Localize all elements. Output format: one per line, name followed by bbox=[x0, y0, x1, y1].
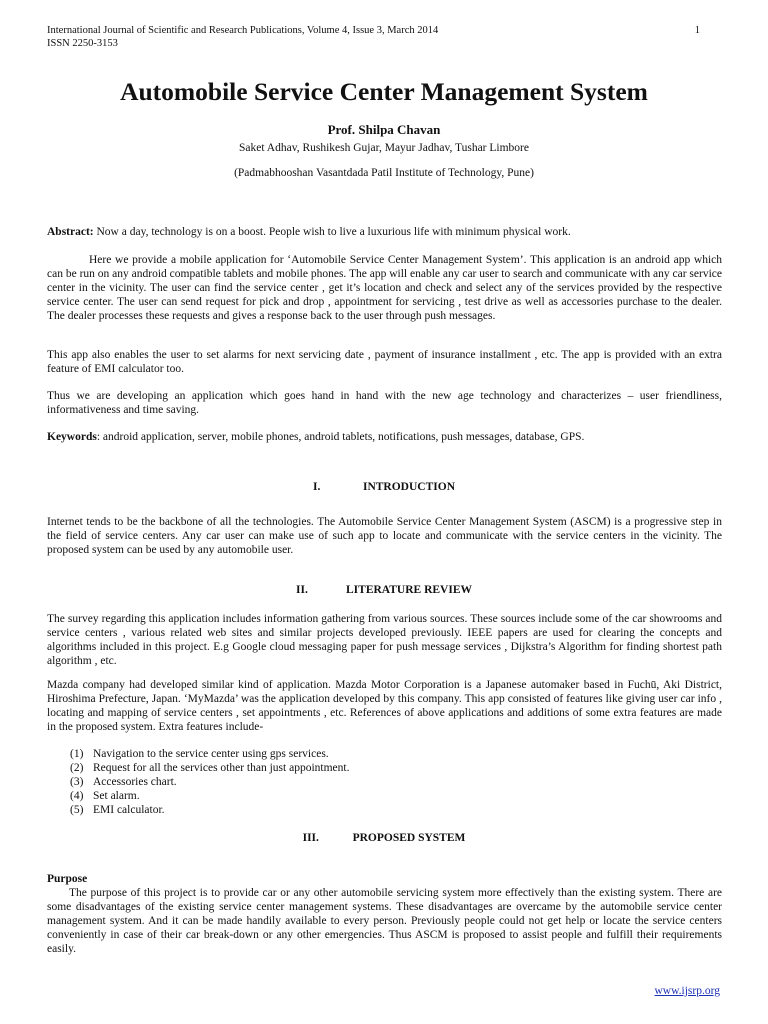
literature-paragraph-1: The survey regarding this application includes information gathering from various sources. These sources include some of the car showrooms and service centers , various related web sites and similar projects developed previously. IEEE papers are used for clearing the concepts and algorithms included in this project. E.g Google cloud messaging paper for push message services , Dijkstra’s Algorithm for finding shortest path algorithm , etc. bbox=[47, 613, 722, 667]
running-header bbox=[47, 25, 438, 50]
page-number: 1 bbox=[694, 25, 700, 36]
author: Prof. Shilpa Chavan bbox=[327, 122, 441, 137]
journal-name: International Journal of Scientific and Research Publications, Volume 4, Issue 3, March 2014 bbox=[47, 25, 439, 36]
list-item: (3) Accessories chart. bbox=[70, 776, 177, 788]
issn: ISSN 2250-3153 bbox=[47, 37, 118, 49]
abstract-label: Abstract: bbox=[47, 226, 94, 238]
abstract-paragraph-2: This app also enables the user to set alarms for next servicing date , payment of insurance installment , etc. The app is provided with an extra feature of EMI calculator too. bbox=[47, 349, 722, 375]
list-item: (1) Navigation to the service center using gps services. bbox=[70, 748, 329, 760]
abstract-lead-text: Now a day, technology is on a boost. People wish to live a luxurious life with minimum physical work. bbox=[93, 226, 571, 238]
abstract-lead bbox=[47, 225, 722, 239]
journal-url-link[interactable]: www.ijsrp.org bbox=[654, 985, 720, 997]
abstract-paragraph-1: Here we provide a mobile application for ‘Automobile Service Center Management System’. This application is an android app which can be run on any android compatible tablets and mobile phones. The app will enable any car user to search and communicate with any car service center in the vicinity. The user can find the service center , get it’s location and check and select any of the services provided by the respective service center. The user can send request for pick and drop , appointment for servicing , test drive as well as accessories purchase to the dealer. The dealer processes these requests and gives a response back to the user through push messages. bbox=[47, 254, 722, 322]
section-heading-proposed-system: III. PROPOSED SYSTEM bbox=[302, 832, 466, 844]
introduction-paragraph: Internet tends to be the backbone of all the technologies. The Automobile Service Center Management System (ASCM) is a progressive step in the field of service centers. Any car user can make use of such app to locate and communicate with the service centers in the vicinity. The proposed system can be used by any automobile user. bbox=[47, 516, 722, 556]
list-item: (4) Set alarm. bbox=[70, 790, 140, 802]
list-item: (5) EMI calculator. bbox=[70, 804, 165, 816]
paper-title: Automobile Service Center Management System bbox=[120, 77, 648, 106]
list-item: (2) Request for all the services other than just appointment. bbox=[70, 762, 350, 774]
coauthors: Saket Adhav, Rushikesh Gujar, Mayur Jadhav, Tushar Limbore bbox=[239, 142, 529, 154]
affiliation: (Padmabhooshan Vasantdada Patil Institute of Technology, Pune) bbox=[234, 167, 534, 179]
literature-paragraph-2: Mazda company had developed similar kind of application. Mazda Motor Corporation is a Japanese automaker based in Fuchū, Aki District, Hiroshima Prefecture, Japan. ‘MyMazda’ was the application developed by this company. This app consisted of features like giving user car info , locating and mapping of service centers , set appointments , etc. References of above applications and additions of some extra features are made in the proposed system. Extra features include- bbox=[47, 679, 722, 733]
keywords-label: Keywords bbox=[47, 431, 97, 443]
section-heading-introduction: I. INTRODUCTION bbox=[312, 481, 455, 493]
purpose-paragraph: The purpose of this project is to provide car or any other automobile servicing system more effectively than the existing system. There are some disadvantages of the existing service center management systems. These disadvantages are overcame by the automobile service center management system. And it can be made handily available to every person. Previously people could not get help or locate the service centers conveniently in case of their car break-down or any other emergencies. Thus ASCM is proposed to assist people and fulfill their requirements easily. bbox=[47, 887, 722, 955]
feature-list bbox=[70, 747, 720, 817]
abstract-paragraph-3: Thus we are developing an application which goes hand in hand with the new age technology and characterizes – user friendliness, informativeness and time saving. bbox=[47, 390, 722, 416]
section-heading-literature-review: II. LITERATURE REVIEW bbox=[296, 584, 472, 596]
subheading-purpose: Purpose bbox=[47, 873, 88, 885]
keywords-text: : android application, server, mobile phones, android tablets, notifications, push messages, database, GPS. bbox=[96, 431, 585, 443]
keywords bbox=[47, 430, 722, 444]
